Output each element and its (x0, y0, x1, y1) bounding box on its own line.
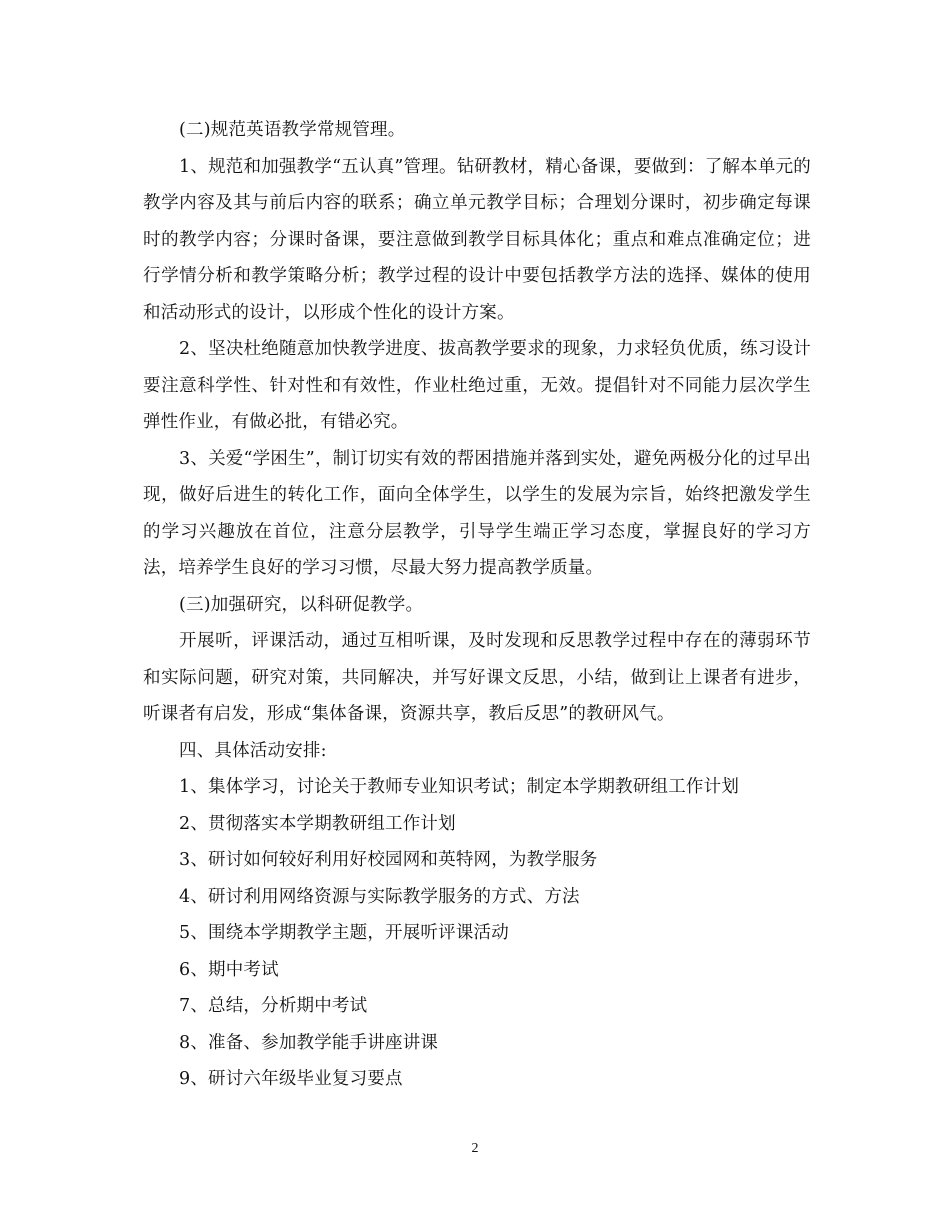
paragraph-five-serious: 1、规范和加强教学“五认真”管理。钻研教材，精心备课，要做到：了解本单元的教学内容及其与前后内容的联系；确立单元教学目标；合理划分课时，初步确定每课时的教学内容；分课时备课，要注意做到教学目标具体化；重点和难点准确定位；进行学情分析和教学策略分析；教学过程的设计中要包括教学方法的选择、媒体的使用和活动形式的设计，以形成个性化的设计方案。 (143, 156, 811, 323)
section-heading-standardize-management: (二)规范英语教学常规管理。 (179, 120, 406, 140)
list-item: 3、研讨如何较好利用好校园网和英特网，为教学服务 (179, 850, 598, 870)
paragraph-lesson-evaluation: 开展听，评课活动，通过互相听课，及时发现和反思教学过程中存在的薄弱环节和实际问题，研究对策，共同解决，并写好课文反思，小结，做到让上课者有进步，听课者有启发，形成“集体备课，资源共享，教后反思”的教研风气。 (143, 631, 811, 724)
list-item: 2、贯彻落实本学期教研组工作计划 (179, 813, 456, 834)
list-item: 4、研讨利用网络资源与实际教学服务的方式、方法 (179, 886, 580, 907)
list-item: 7、总结，分析期中考试 (179, 996, 368, 1016)
paragraph-teaching-progress: 2、坚决杜绝随意加快教学进度、拔高教学要求的现象，力求轻负优质，练习设计要注意科学性、针对性和有效性，作业杜绝过重，无效。提倡针对不同能力层次学生弹性作业，有做必批，有错必究。 (143, 339, 811, 432)
section-heading-activity-schedule: 四、具体活动安排: (179, 740, 327, 761)
list-item: 6、期中考试 (179, 959, 279, 980)
list-item: 5、围绕本学期教学主题，开展听评课活动 (179, 923, 509, 943)
section-heading-research: (三)加强研究，以科研促教学。 (179, 594, 424, 615)
list-item: 8、准备、参加教学能手讲座讲课 (179, 1032, 439, 1053)
page-number: 2 (471, 1141, 479, 1156)
list-item: 1、集体学习，讨论关于教师专业知识考试；制定本学期教研组工作计划 (179, 777, 740, 797)
paragraph-struggling-students: 3、关爱“学困生”，制订切实有效的帮困措施并落到实处，避免两极分化的过早出现，做好后进生的转化工作，面向全体学生，以学生的发展为宗旨，始终把激发学生的学习兴趣放在首位，注意分层教学，引导学生端正学习态度，掌握良好的学习方法，培养学生良好的学习习惯，尽最大努力提高教学质量。 (143, 448, 811, 578)
document-body (143, 112, 811, 1098)
list-item: 9、研讨六年级毕业复习要点 (179, 1069, 403, 1089)
